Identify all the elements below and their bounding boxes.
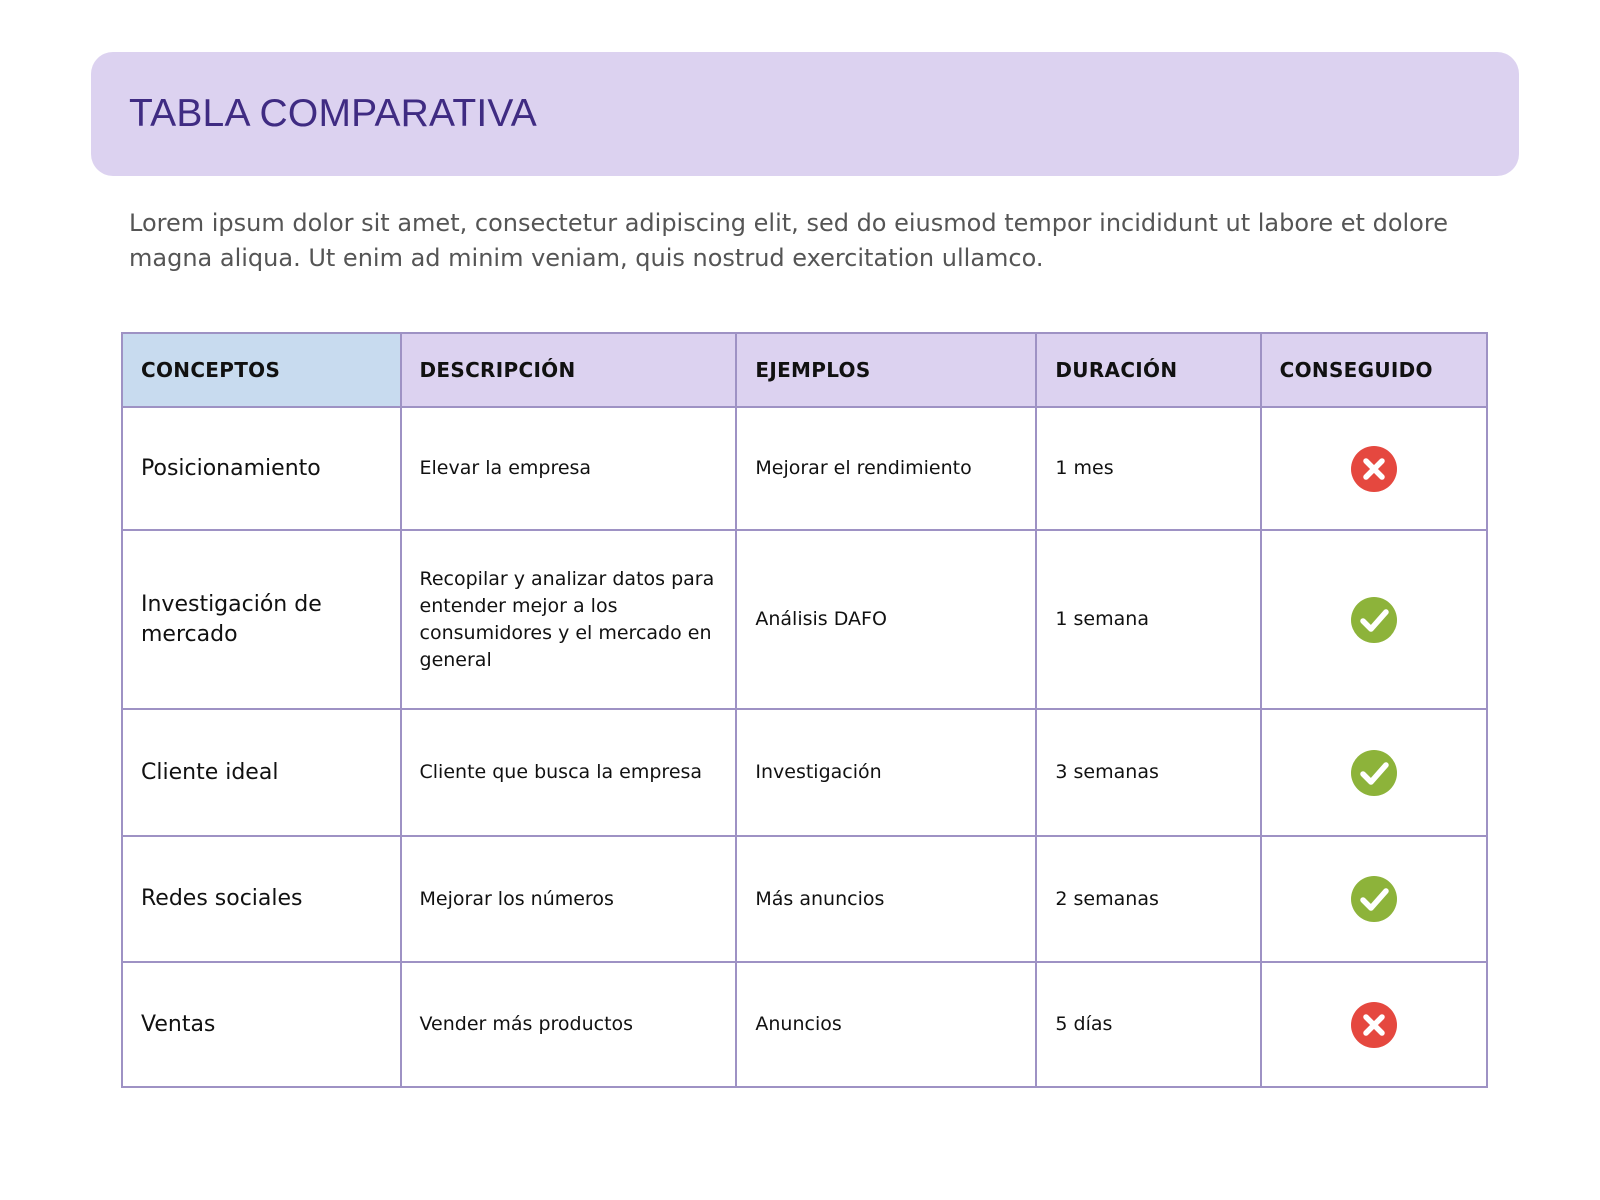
description-cell: Elevar la empresa <box>401 407 737 530</box>
table-header-row <box>122 333 1487 407</box>
check-icon <box>1350 749 1398 797</box>
check-icon <box>1350 596 1398 644</box>
table-row <box>122 836 1487 962</box>
table-row <box>122 962 1487 1087</box>
duration-cell: 1 mes <box>1036 407 1260 530</box>
page-title: TABLA COMPARATIVA <box>129 92 537 135</box>
duration-cell: 3 semanas <box>1036 709 1260 836</box>
column-header-duracion: DURACIÓN <box>1036 333 1260 407</box>
cross-icon <box>1350 1001 1398 1049</box>
duration-cell: 2 semanas <box>1036 836 1260 962</box>
table-row <box>122 530 1487 709</box>
concept-cell: Cliente ideal <box>122 709 401 836</box>
check-icon <box>1350 875 1398 923</box>
examples-cell: Anuncios <box>736 962 1036 1087</box>
cross-icon <box>1350 445 1398 493</box>
examples-cell: Investigación <box>736 709 1036 836</box>
status-cell <box>1261 709 1487 836</box>
comparison-table <box>121 332 1488 1088</box>
status-cell <box>1261 530 1487 709</box>
concept-cell: Posicionamiento <box>122 407 401 530</box>
table-row <box>122 407 1487 530</box>
description-cell: Mejorar los números <box>401 836 737 962</box>
duration-cell: 5 días <box>1036 962 1260 1087</box>
concept-cell: Investigación de mercado <box>122 530 401 709</box>
description-cell: Vender más productos <box>401 962 737 1087</box>
status-cell <box>1261 836 1487 962</box>
concept-cell: Ventas <box>122 962 401 1087</box>
concept-cell: Redes sociales <box>122 836 401 962</box>
column-header-conseguido: CONSEGUIDO <box>1261 333 1487 407</box>
description-cell: Cliente que busca la empresa <box>401 709 737 836</box>
column-header-ejemplos: EJEMPLOS <box>736 333 1036 407</box>
title-banner <box>91 52 1519 176</box>
table-row <box>122 709 1487 836</box>
status-cell <box>1261 962 1487 1087</box>
examples-cell: Mejorar el rendimiento <box>736 407 1036 530</box>
column-header-descripcion: DESCRIPCIÓN <box>401 333 737 407</box>
examples-cell: Análisis DAFO <box>736 530 1036 709</box>
duration-cell: 1 semana <box>1036 530 1260 709</box>
description-cell: Recopilar y analizar datos para entender mejor a los consumidores y el mercado en general <box>401 530 737 709</box>
examples-cell: Más anuncios <box>736 836 1036 962</box>
intro-paragraph: Lorem ipsum dolor sit amet, consectetur adipiscing elit, sed do eiusmod tempor incididunt ut labore et dolore magna aliqua. Ut enim ad minim veniam, quis nostrud exercitation ullamco. <box>129 209 1448 272</box>
column-header-conceptos: CONCEPTOS <box>122 333 401 407</box>
status-cell <box>1261 407 1487 530</box>
